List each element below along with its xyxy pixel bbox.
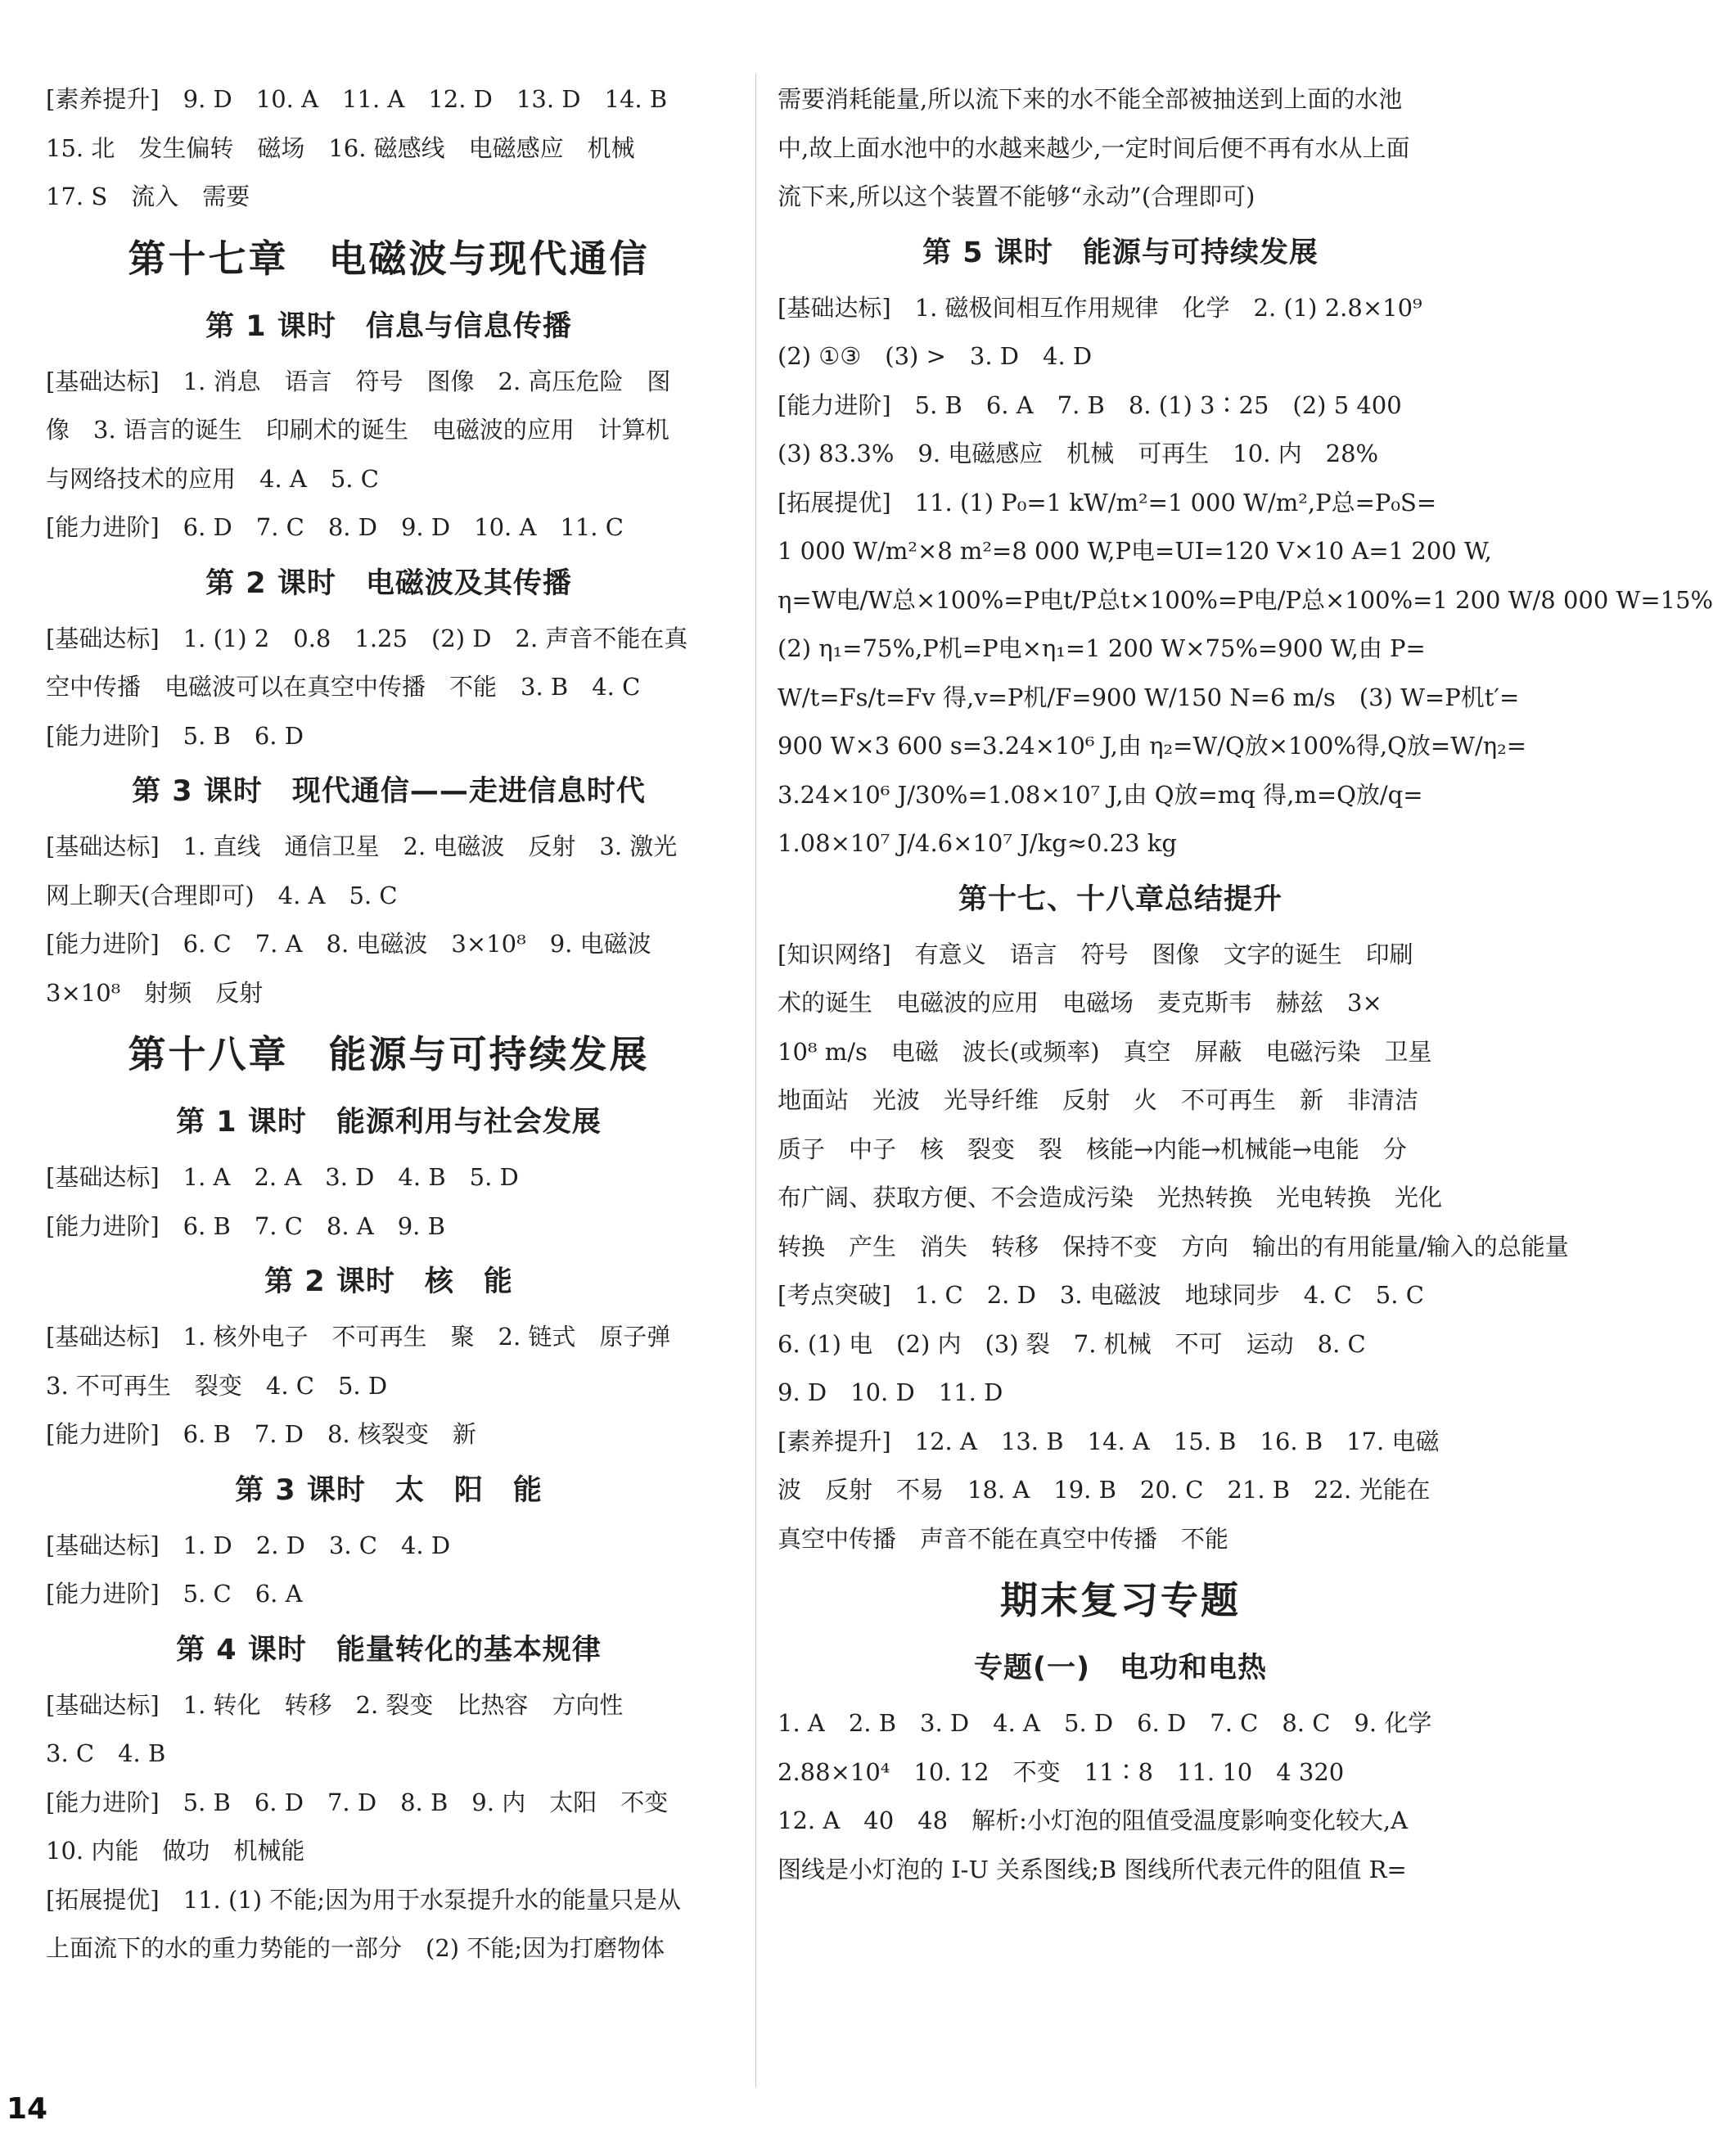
answer-line: 与网络技术的应用 4. A 5. C [46, 464, 379, 493]
answer-line: (3) 83.3% 9. 电磁感应 机械 可再生 10. 内 28% [778, 440, 1379, 467]
lesson-title: 第 3 课时 现代通信——走进信息时代 [132, 775, 646, 808]
answer-line: 图线是小灯泡的 I-U 关系图线;B 图线所代表元件的阻值 R= [778, 1855, 1407, 1883]
answer-line: [基础达标] 1. 直线 通信卫星 2. 电磁波 反射 3. 激光 [46, 832, 678, 860]
answer-line: 术的诞生 电磁波的应用 电磁场 麦克斯韦 赫兹 3× [778, 989, 1382, 1017]
answer-line: (2) ①③ (3) > 3. D 4. D [778, 342, 1093, 370]
lesson-title: 第 2 课时 电磁波及其传播 [205, 566, 572, 600]
answer-line: [能力进阶] 5. B 6. A 7. B 8. (1) 3∶25 (2) 5 400 [778, 390, 1402, 419]
chapter-title: 期末复习专题 [1000, 1578, 1241, 1622]
answer-line: [能力进阶] 6. D 7. C 8. D 9. D 10. A 11. C [46, 513, 624, 541]
answer-line: 波 反射 不易 18. A 19. B 20. C 21. B 22. 光能在 [778, 1476, 1431, 1504]
answer-line: 像 3. 语言的诞生 印刷术的诞生 电磁波的应用 计算机 [46, 416, 669, 444]
chapter-title: 第十七章 电磁波与现代通信 [128, 236, 650, 281]
answer-line: 10⁸ m/s 电磁 波长(或频率) 真空 屏蔽 电磁污染 卫星 [778, 1037, 1432, 1066]
lesson-title: 第 3 课时 太 阳 能 [235, 1473, 543, 1507]
answer-line: [能力进阶] 6. C 7. A 8. 电磁波 3×10⁸ 9. 电磁波 [46, 930, 651, 958]
answer-line: 3.24×10⁶ J/30%=1.08×10⁷ J,由 Q放=mq 得,m=Q放/q= [778, 780, 1423, 809]
lesson-title: 第 1 课时 能源利用与社会发展 [176, 1106, 602, 1139]
answer-line: 空中传播 电磁波可以在真空中传播 不能 3. B 4. C [46, 673, 641, 701]
answer-line: 15. 北 发生偏转 磁场 16. 磁感线 电磁感应 机械 [46, 133, 635, 162]
answer-line: [能力进阶] 5. B 6. D 7. D 8. B 9. 内 太阳 不变 [46, 1788, 669, 1816]
answer-line: 需要消耗能量,所以流下来的水不能全部被抽送到上面的水池 [778, 85, 1403, 113]
answer-line: 布广阔、获取方便、不会造成污染 光热转换 光电转换 光化 [778, 1184, 1443, 1211]
answer-line: [基础达标] 1. D 2. D 3. C 4. D [46, 1531, 451, 1559]
answer-line: 6. (1) 电 (2) 内 (3) 裂 7. 机械 不可 运动 8. C [778, 1329, 1366, 1358]
answer-line: [考点突破] 1. C 2. D 3. 电磁波 地球同步 4. C 5. C [778, 1281, 1424, 1309]
left-column [46, 75, 732, 1973]
column-divider [755, 74, 756, 2087]
answer-line: [基础达标] 1. 磁极间相互作用规律 化学 2. (1) 2.8×10⁹ [778, 293, 1422, 322]
answer-line: (2) η₁=75%,P机=P电×η₁=1 200 W×75%=900 W,由 P= [778, 634, 1426, 662]
answer-line: [基础达标] 1. 核外电子 不可再生 聚 2. 链式 原子弹 [46, 1323, 671, 1351]
chapter-title: 第十八章 能源与可持续发展 [128, 1032, 650, 1076]
answer-line: 3. 不可再生 裂变 4. C 5. D [46, 1371, 388, 1400]
answer-line: [基础达标] 1. (1) 2 0.8 1.25 (2) D 2. 声音不能在真 [46, 624, 688, 652]
page-number: 14 [7, 2092, 48, 2126]
lesson-title: 第 5 课时 能源与可持续发展 [922, 236, 1319, 269]
answer-line: 9. D 10. D 11. D [778, 1378, 1003, 1406]
answer-line: 上面流下的水的重力势能的一部分 (2) 不能;因为打磨物体 [46, 1934, 665, 1962]
answer-line: [能力进阶] 6. B 7. D 8. 核裂变 新 [46, 1420, 476, 1448]
answer-line: [拓展提优] 11. (1) P₀=1 kW/m²=1 000 W/m²,P总=P₀S= [778, 488, 1437, 516]
answer-line: 3. C 4. B [46, 1739, 166, 1767]
answer-line: 真空中传播 声音不能在真空中传播 不能 [778, 1524, 1229, 1553]
lesson-title: 专题(一) 电功和电热 [974, 1652, 1267, 1685]
answer-line: [素养提升] 9. D 10. A 11. A 12. D 13. D 14. B [46, 85, 668, 113]
answer-line: 转换 产生 消失 转移 保持不变 方向 输出的有用能量/输入的总能量 [778, 1232, 1569, 1261]
answer-line: W/t=Fs/t=Fv 得,v=P机/F=900 W/150 N=6 m/s (3) W=P机t′= [778, 683, 1520, 711]
lesson-title: 第 2 课时 核 能 [264, 1265, 513, 1298]
answer-line: [基础达标] 1. 转化 转移 2. 裂变 比热容 方向性 [46, 1690, 624, 1719]
answer-line: 1. A 2. B 3. D 4. A 5. D 6. D 7. C 8. C 9. 化学 [778, 1709, 1432, 1737]
answer-line: [拓展提优] 11. (1) 不能;因为用于水泵提升水的能量只是从 [46, 1885, 682, 1914]
answer-line: 3×10⁸ 射频 反射 [46, 978, 264, 1007]
answer-line: 2.88×10⁴ 10. 12 不变 11∶8 11. 10 4 320 [778, 1757, 1345, 1786]
answer-line: 中,故上面水池中的水越来越少,一定时间后便不再有水从上面 [778, 133, 1410, 162]
answer-line: [素养提升] 12. A 13. B 14. A 15. B 16. B 17. 电磁 [778, 1427, 1440, 1455]
answer-line: 地面站 光波 光导纤维 反射 火 不可再生 新 非清洁 [778, 1086, 1419, 1114]
answer-line: 17. S 流入 需要 [46, 183, 250, 210]
answer-line: [能力进阶] 6. B 7. C 8. A 9. B [46, 1211, 445, 1240]
answer-line: η=W电/W总×100%=P电t/P总t×100%=P电/P总×100%=1 200 W/8 000 W=15% [778, 585, 1713, 614]
lesson-title: 第十七、十八章总结提升 [958, 882, 1282, 916]
answer-line: 质子 中子 核 裂变 裂 核能→内能→机械能→电能 分 [778, 1134, 1407, 1163]
answer-line: 12. A 40 48 解析:小灯泡的阻值受温度影响变化较大,A [778, 1806, 1409, 1834]
answer-line: [知识网络] 有意义 语言 符号 图像 文字的诞生 印刷 [778, 940, 1413, 968]
answer-line: 900 W×3 600 s=3.24×10⁶ J,由 η₂=W/Q放×100%得,Q放=W/η₂= [778, 732, 1527, 760]
answer-line: [能力进阶] 5. B 6. D [46, 721, 304, 750]
answer-line: [能力进阶] 5. C 6. A [46, 1580, 303, 1608]
lesson-title: 第 1 课时 信息与信息传播 [205, 309, 572, 343]
lesson-title: 第 4 课时 能量转化的基本规律 [176, 1633, 602, 1667]
answer-line: 1 000 W/m²×8 m²=8 000 W,P电=UI=120 V×10 A=1 200 W, [778, 537, 1492, 565]
answer-line: [基础达标] 1. A 2. A 3. D 4. B 5. D [46, 1163, 519, 1191]
answer-line: 10. 内能 做功 机械能 [46, 1837, 305, 1865]
answer-line: 流下来,所以这个装置不能够“永动”(合理即可) [778, 183, 1255, 210]
right-column [778, 75, 1713, 1894]
answer-line: 网上聊天(合理即可) 4. A 5. C [46, 881, 398, 909]
answer-line: 1.08×10⁷ J/4.6×10⁷ J/kg≈0.23 kg [778, 829, 1177, 857]
answer-line: [基础达标] 1. 消息 语言 符号 图像 2. 高压危险 图 [46, 367, 671, 395]
